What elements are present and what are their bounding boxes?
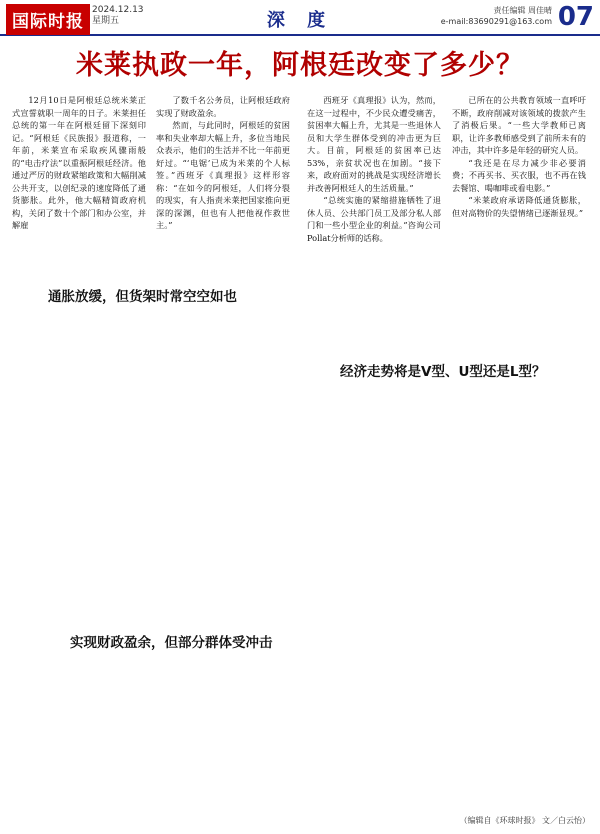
column-3: 西班牙《真理报》认为，然而，在这一过程中，不少民众遭受痛苦，贫困率大幅上升，尤其是一些退休人员和大学生群体受到的冲击更为巨大。目前，阿根廷的贫困率已达53%，亲贫状况也在加剧。“接下来，政府面对的挑战是实现经济增长并改善阿根廷人的生活质量。” “总统实施的紧缩措施牺牲了退休人员、公共部门员工及部分私人部门和一些小型企业的利益。”咨询公司Pollat分析师的话称。	[307, 95, 441, 243]
newspaper-logo: 国际时报	[6, 4, 90, 35]
editor-info: 责任编辑 周佳晴 e-mail:83690291@163.com	[440, 6, 552, 26]
page-number: 07	[557, 2, 594, 32]
column-4: 已所在的公共教育领域一直呼吁不断，政府削减对该领域的拨款产生了消极后果。“一些大学教师已离职，让许多教师感受到了前所未有的冲击，其中许多是年轻的研究人员。 “我还是在尽力减少非必要消费；不再买书、买衣服，也不再在钱去餐馆、喝咖啡或看电影。” “米莱政府承诺降低通货膨胀，但对高物价的失望情绪已逐渐显现。”	[452, 95, 586, 218]
subhead-economy: 经济走势将是V型、U型还是L型？	[340, 364, 546, 380]
column-1: 12月10日是阿根廷总统米莱正式宣誓就职一周年的日子。米莱担任总统的第一年在阿根廷留下深刻印记。“阿根廷《民族报》报道称，一年前，米莱宣布采取疾风骤雨般的“电击疗法”以重振阿根廷经济。他通过严厉的财政紧缩政策和大幅削减公共开支，以创纪录的速度降低了通货膨胀。此外，他大幅精简政府机构，关闭了数十个部门和办公室，并解雇	[12, 95, 146, 230]
subhead-fiscal: 实现财政盈余，但部分群体受冲击	[70, 635, 273, 651]
main-headline: 米莱执政一年，阿根廷改变了多少？	[76, 50, 524, 81]
source-credit: （编辑自《环球时报》 文／白云怡）	[459, 816, 590, 825]
section-title: 深 度	[266, 10, 334, 31]
issue-date: 2024.12.13 星期五	[92, 5, 144, 26]
subhead-inflation: 通胀放缓，但货架时常空空如也	[48, 289, 237, 305]
masthead	[0, 0, 600, 36]
column-2: 了数千名公务员，让阿根廷政府实现了财政盈余。 然而，与此同时，阿根廷的贫困率和失业率却大幅上升，多位当地民众表示，他们的生活并不比一年前更好过。“‘电锯’已成为米莱的个人标签。”西班牙《真理报》这样形容称：“在如今的阿根廷，人们将分裂的现实，有人指责米莱把国家推向更深的深渊，但也有人把他视作救世主。”	[156, 95, 290, 230]
